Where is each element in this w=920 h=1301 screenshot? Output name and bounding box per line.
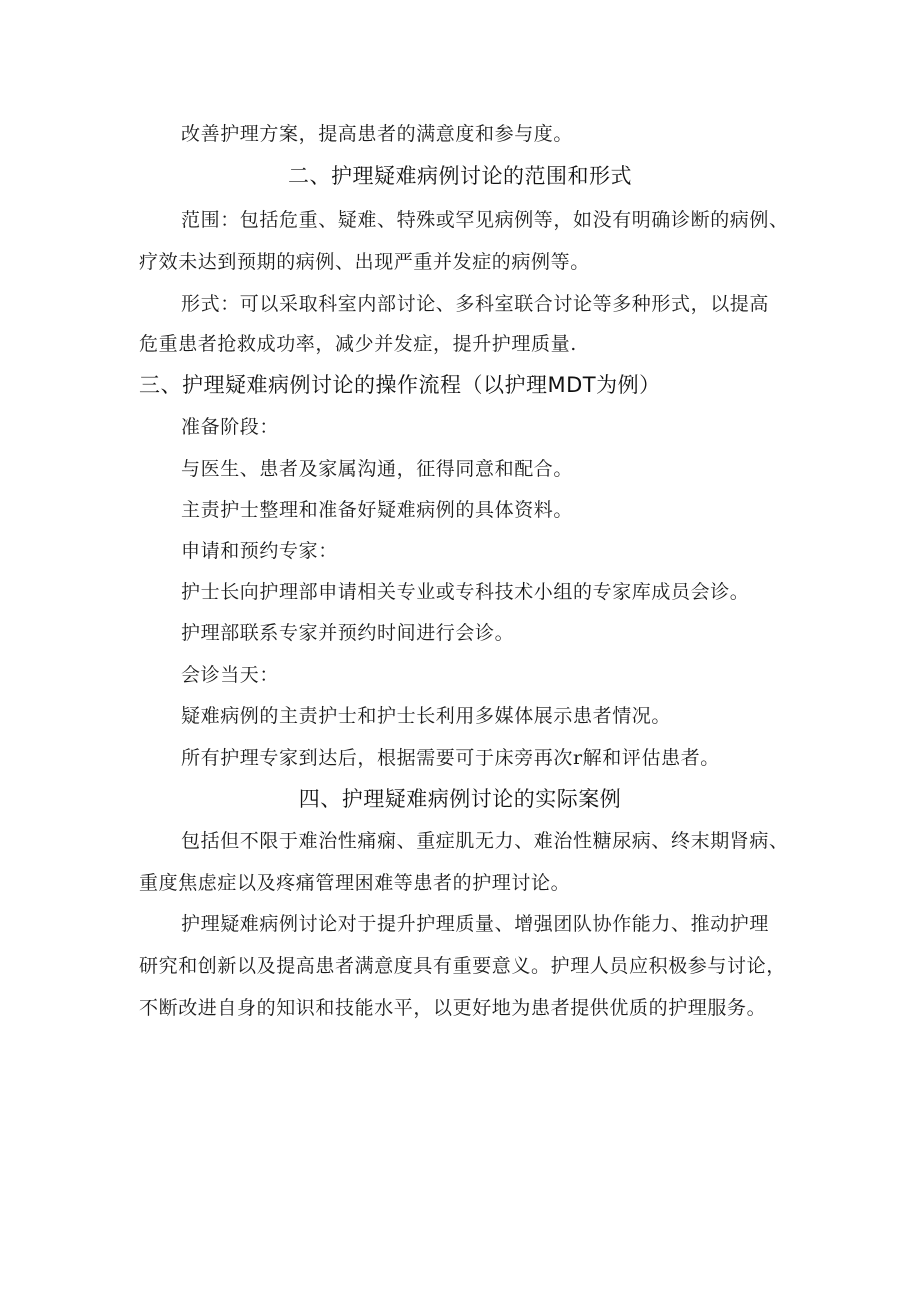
scope-line-2: 疗效未达到预期的病例、出现严重并发症的病例等。 [139,251,590,273]
form-line-1: 形式：可以采取科室内部讨论、多科室联合讨论等多种形式，以提高 [181,293,770,315]
cases-line-1: 包括但不限于难治性痛痫、重症肌无力、难治性糖尿病、终末期肾病、 [181,830,789,852]
day-title: 会诊当天： [181,664,280,686]
form-line-2: 危重患者抢救成功率，减少并发症，提升护理质量. [139,333,577,355]
apply-item-1: 护士长向护理部申请相关专业或专科技术小组的专家库成员会诊。 [181,581,750,603]
section-4-heading: 四、护理疑难病例讨论的实际案例 [298,787,622,811]
prep-title: 准备阶段： [181,416,280,438]
section-3-heading: 三、护理疑难病例讨论的操作流程（以护理MDT为例） [139,373,661,397]
apply-title: 申请和预约专家： [181,540,338,562]
summary-line-3: 不断改进自身的知识和技能水平，以更好地为患者提供优质的护理服务。 [139,997,767,1019]
scope-line-1: 范围：包括危重、疑难、特殊或罕见病例等，如没有明确诊断的病例、 [181,209,789,231]
apply-item-2: 护理部联系专家并预约时间进行会诊。 [181,622,515,644]
summary-line-2: 研究和创新以及提高患者满意度具有重要意义。护理人员应积极参与讨论， [139,955,786,977]
prep-item-1: 与医生、患者及家属沟通，征得同意和配合。 [181,458,574,480]
prep-item-2: 主责护士整理和准备好疑难病例的具体资料。 [181,499,574,521]
summary-line-1: 护理疑难病例讨论对于提升护理质量、增强团队协作能力、推动护理 [181,913,770,935]
section-2-heading: 二、护理疑难病例讨论的范围和形式 [288,164,632,188]
day-item-1: 疑难病例的主责护士和护士长利用多媒体展示患者情况。 [181,705,672,727]
intro-tail-line: 改善护理方案，提高患者的满意度和参与度。 [181,123,574,145]
day-item-2: 所有护理专家到达后，根据需要可于床旁再次r解和评估患者。 [181,747,720,769]
cases-line-2: 重度焦虑症以及疼痛管理困难等患者的护理讨论。 [139,872,571,894]
